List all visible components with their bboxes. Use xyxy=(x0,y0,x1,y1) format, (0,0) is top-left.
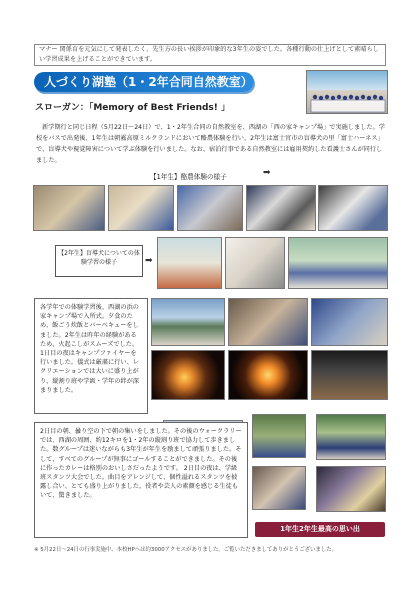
banner-title: 人づくり湖塾（1・2年合同自然教室） xyxy=(44,75,253,89)
second-grade-caption: 【2年生】盲導犬についての体験学習の様子 xyxy=(58,250,140,266)
group-photo xyxy=(306,70,388,114)
photo-4c xyxy=(311,350,388,400)
top-note-text: マナー 関係育を元気にして発表したく、先生方の長い挨拶が印象的な3年生の姿でした。各種行動の仕上げとして素晴らしい学習成果を上げることができています。 xyxy=(39,46,379,63)
text-block-2-body: 2日目の朝、曇り空の下で朝の集いをしました。その後のウォークラリーでは、西湖の周囲、約12キロを1・2年の縦割り班で協力して歩きました。数グループは迷いながらも3年生が年生を励まして頑張りました。そして、すべてのグループが無事にゴールすることができました。その後に作ったカレーは格別のおいしさだったようです。 2日目の夜は、学級班スタンツ大会でした。曲目をアレンジして、個性溢れるスタンツを披露し合い、とても盛り上がりました。役者や芸人の素顔を感じる生徒もいて、驚きました。 xyxy=(40,428,242,500)
photo-1b xyxy=(108,185,174,231)
photo-6b xyxy=(316,466,386,512)
intro-paragraph: 新学期行と同じ日程（5月22日～24日）で、1・2年生合同の自然教室を、西湖の「西の家キャンプ場」で実施しました。学校をバスで出発後、1年生は朝霧高原ミルクランドにおいて酪農体験を行い、2年生は富士宮市の盲導犬の里「富士ハーネス」で、盲導犬や視覚障害について学ぶ体験を行いました。なお、宿泊行事である自然教室には雇用契約した看護士さんが同行しました。 xyxy=(36,124,385,164)
photo-1c xyxy=(177,185,243,231)
photo-5c xyxy=(316,414,386,460)
memory-band-text: 1年生2年生最高の思い出 xyxy=(280,525,360,533)
section-banner xyxy=(34,72,254,92)
top-note-box xyxy=(34,44,386,66)
photo-1e xyxy=(318,185,388,231)
group-photo-figures xyxy=(307,71,388,114)
photo-3a xyxy=(151,298,225,346)
text-block-1-body: 各学年での体験学習後、西湖の浜の家キャンプ場で入所式。夕食のため、飯ごう炊飯とバーベキューをしました。2年生は昨年の経験があるため、火起こしがスムーズでした。 1日目の夜はキャンプファイヤーを行いました。儀式は厳粛に行い、レクリエーションでは大いに盛り上がり、縦割り班や学級・学年の絆が深まりました。 xyxy=(40,304,139,394)
photo-1a xyxy=(33,185,105,231)
first-grade-caption: 【1年生】酪農体験の様子 xyxy=(150,173,227,181)
second-grade-caption-box xyxy=(55,245,143,277)
photo-2c xyxy=(288,237,388,289)
footer-note: ※ 5月22日～24日の行事実施中、本校HPへは約3000アクセスがありました。ご覧いただきましてありがとうございました。 xyxy=(34,547,337,553)
photo-4b xyxy=(228,350,308,400)
photo-3b xyxy=(228,298,308,346)
text-block-1 xyxy=(34,298,148,414)
photo-4a xyxy=(151,350,225,400)
photo-5b xyxy=(252,414,306,458)
memory-band xyxy=(255,522,385,537)
photo-1d xyxy=(246,185,316,231)
text-block-2 xyxy=(34,422,248,538)
photo-3c xyxy=(311,298,388,346)
slogan: スローガン：「Memory of Best Friends! 」 xyxy=(35,103,231,113)
photo-2b xyxy=(225,237,285,289)
arrow-right-icon: ➡ xyxy=(145,256,153,266)
arrow-down-icon: ➡ xyxy=(263,168,271,178)
photo-6a xyxy=(252,466,306,510)
photo-2a xyxy=(157,237,222,289)
